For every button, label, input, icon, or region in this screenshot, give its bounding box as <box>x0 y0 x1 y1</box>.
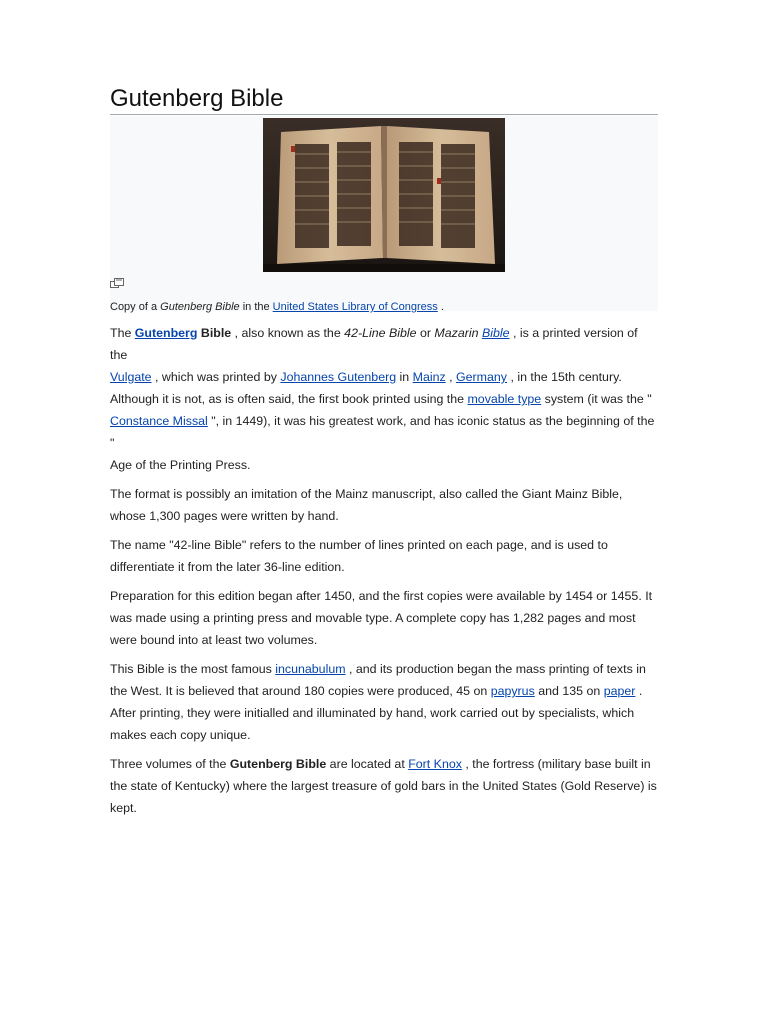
figure <box>110 116 658 311</box>
text: , and its production began the mass printing of texts in the West. It is believed that around 180 copies were produced, 45 on <box>110 662 646 698</box>
link-germany[interactable]: Germany <box>456 370 507 384</box>
article <box>110 84 658 819</box>
link-bible[interactable]: Bible <box>481 326 510 340</box>
link-movable-type[interactable]: movable type <box>467 392 542 406</box>
text: , the fortress (military base built in the state of Kentucky) where the largest treasure of gold bars in the United States (Gold Reserve) is kept. <box>110 757 657 815</box>
caption-text: in the <box>239 301 273 313</box>
text: , in the 15th century. <box>507 370 622 384</box>
page-title: Gutenberg Bible <box>110 84 658 115</box>
link-library-of-congress[interactable]: United States Library of Congress <box>272 301 438 313</box>
text: or <box>416 326 435 340</box>
paragraph-format: The format is possibly an imitation of the Mainz manuscript, also called the Giant Mainz Bible, whose 1,300 pages were written by hand. <box>110 487 623 523</box>
link-fort-knox[interactable]: Fort Knox <box>408 757 462 771</box>
link-johannes-gutenberg[interactable]: Johannes Gutenberg <box>280 370 397 384</box>
caption-text: . <box>437 301 444 313</box>
paragraph-incunabulum <box>110 658 658 746</box>
bold-text: Bible <box>197 326 232 340</box>
link-constance-missal[interactable]: Constance Missal <box>110 414 208 428</box>
paragraph-intro <box>110 322 658 476</box>
paragraph-name: The name "42-line Bible" refers to the number of lines printed on each page, and is used to differentiate it from the later 36-line edition. <box>110 538 608 574</box>
text: Age of the Printing Press. <box>110 458 251 472</box>
italic-text: Mazarin <box>434 326 482 340</box>
paragraph-preparation: Preparation for this edition began after 1450, and the first copies were available by 1454 or 1455. It was made using a printing press and movable type. A complete copy has 1,282 pages and most were bound into at least two volumes. <box>110 589 653 647</box>
enlarge-icon[interactable] <box>110 276 124 287</box>
link-paper[interactable]: paper <box>603 684 636 698</box>
link-gutenberg[interactable]: Gutenberg <box>134 326 198 340</box>
bold-text: Gutenberg Bible <box>229 757 327 771</box>
text: . After printing, they were initialled and illuminated by hand, work carried out by specialists, which makes each copy unique. <box>110 684 643 742</box>
text: This Bible is the most famous <box>110 662 276 676</box>
text: , <box>445 370 457 384</box>
caption-text: Copy of a <box>110 301 161 313</box>
gutenberg-bible-image[interactable] <box>263 118 505 272</box>
text: Although it is not, as is often said, the first book printed using the <box>110 392 468 406</box>
link-mainz[interactable]: Mainz <box>412 370 446 384</box>
text: , is a printed version of the <box>110 326 638 362</box>
text: and 135 on <box>534 684 604 698</box>
text: in <box>396 370 413 384</box>
figure-caption <box>110 300 444 314</box>
link-papyrus[interactable]: papyrus <box>490 684 535 698</box>
text: Three volumes of the <box>110 757 230 771</box>
text: The <box>110 326 135 340</box>
text: system (it was the " <box>541 392 652 406</box>
italic-text: 42-Line Bible <box>344 326 417 340</box>
link-vulgate[interactable]: Vulgate <box>110 370 152 384</box>
paragraph-fort-knox <box>110 753 658 819</box>
bible-photo <box>263 118 505 272</box>
link-incunabulum[interactable]: incunabulum <box>275 662 346 676</box>
text: are located at <box>326 757 409 771</box>
text: ", in 1449), it was his greatest work, and has iconic status as the beginning of the " <box>110 414 655 450</box>
text: , which was printed by <box>151 370 281 384</box>
caption-italic: Gutenberg Bible <box>160 301 240 313</box>
text: , also known as the <box>231 326 345 340</box>
